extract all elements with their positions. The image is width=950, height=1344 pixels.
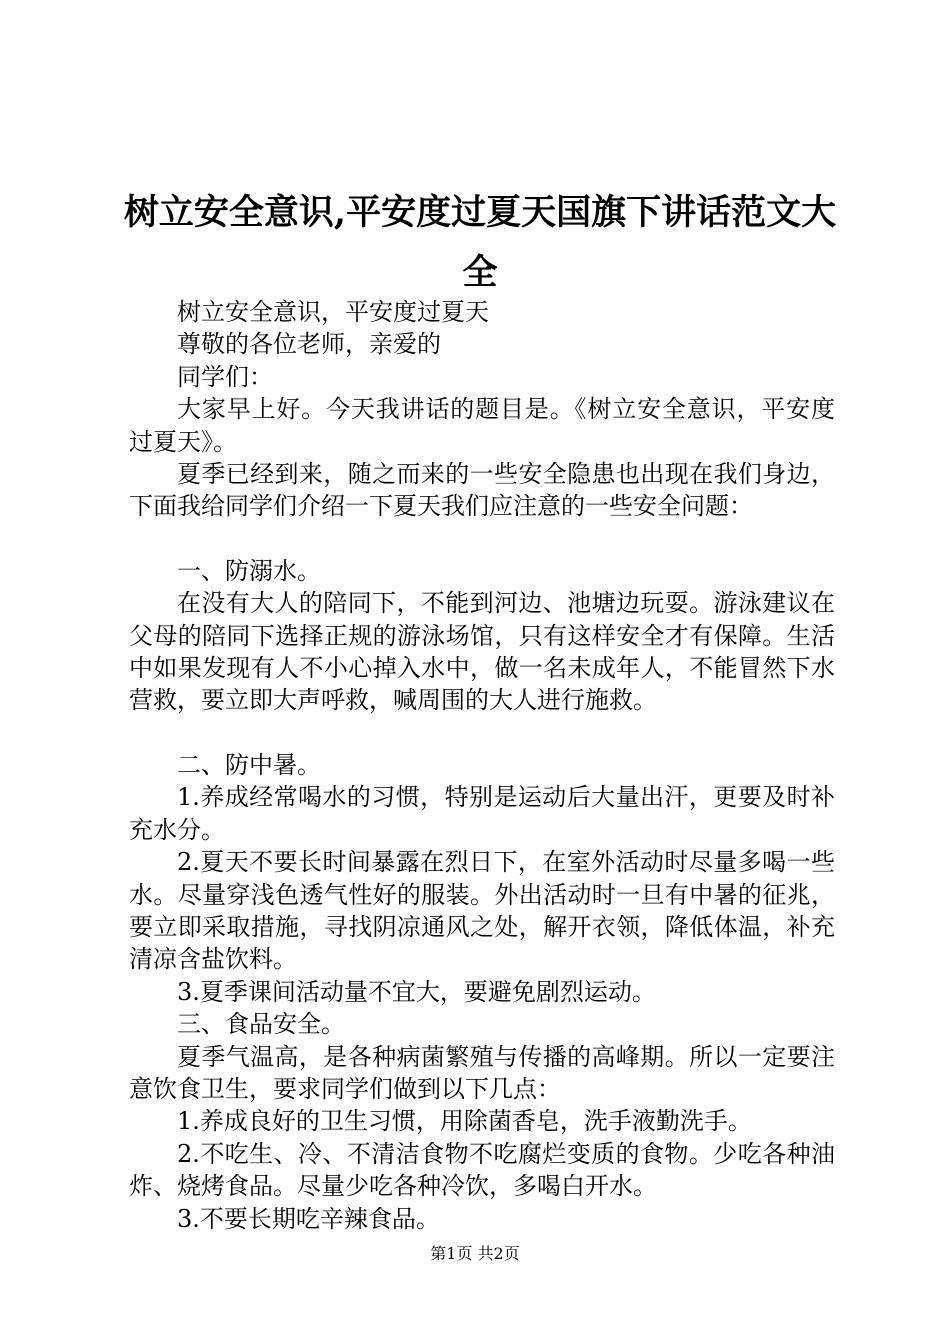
list-item-heatstroke-3: 3.夏季课间活动量不宜大，要避免剧烈运动。 [177, 977, 656, 1006]
list-item-food-2: 2.不吃生、冷、不清洁食物不吃腐烂变质的食物。少吃各种油炸、烧烤食品。尽量少吃各种冷饮，多喝白开水。 [129, 1139, 835, 1201]
list-item-heatstroke-2: 2.夏天不要长时间暴露在烈日下，在室外活动时尽量多喝一些水。尽量穿浅色透气性好的服装。外出活动时一旦有中暑的征兆，要立即采取措施，寻找阴凉通风之处，解开衣领，降低体温，补充清凉含盐饮料。 [129, 848, 835, 974]
paragraph-salutation-cont: 同学们： [177, 362, 273, 391]
paragraph-heading-line: 树立安全意识，平安度过夏天 [177, 298, 489, 326]
paragraph-intro: 夏季已经到来，随之而来的一些安全隐患也出现在我们身边，下面我给同学们介绍一下夏天我们应注意的一些安全问题： [129, 460, 835, 521]
document-title: 树立安全意识,平安度过夏天国旗下讲话范文大全 [123, 192, 837, 293]
paragraph-food-safety: 夏季气温高，是各种病菌繁殖与传播的高峰期。所以一定要注意饮食卫生，要求同学们做到以下几点： [129, 1042, 835, 1103]
section-heading-heatstroke: 二、防中暑。 [177, 750, 321, 779]
section-heading-food-safety: 三、食品安全。 [177, 1010, 345, 1039]
paragraph-drowning: 在没有大人的陪同下，不能到河边、池塘边玩耍。游泳建议在父母的陪同下选择正规的游泳场馆，只有这样安全才有保障。生活中如果发现有人不小心掉入水中，做一名未成年人，不能冒然下水营救，要立即大声呼救，喊周围的大人进行施救。 [129, 589, 835, 715]
page-indicator: 第1页 共2页 [430, 1244, 520, 1263]
list-item-food-3: 3.不要长期吃辛辣食品。 [177, 1204, 440, 1233]
list-item-heatstroke-1: 1.养成经常喝水的习惯，特别是运动后大量出汗，更要及时补充水分。 [129, 783, 835, 844]
section-heading-drowning: 一、防溺水。 [177, 556, 321, 585]
document-body [129, 296, 835, 1235]
list-item-food-1: 1.养成良好的卫生习惯，用除菌香皂，洗手液勤洗手。 [177, 1107, 752, 1136]
paragraph-greeting: 大家早上好。今天我讲话的题目是。《树立安全意识，平安度过夏天》。 [129, 395, 835, 456]
paragraph-spacer [129, 717, 835, 749]
paragraph-spacer [129, 523, 835, 555]
paragraph-salutation: 尊敬的各位老师，亲爱的 [177, 330, 441, 359]
